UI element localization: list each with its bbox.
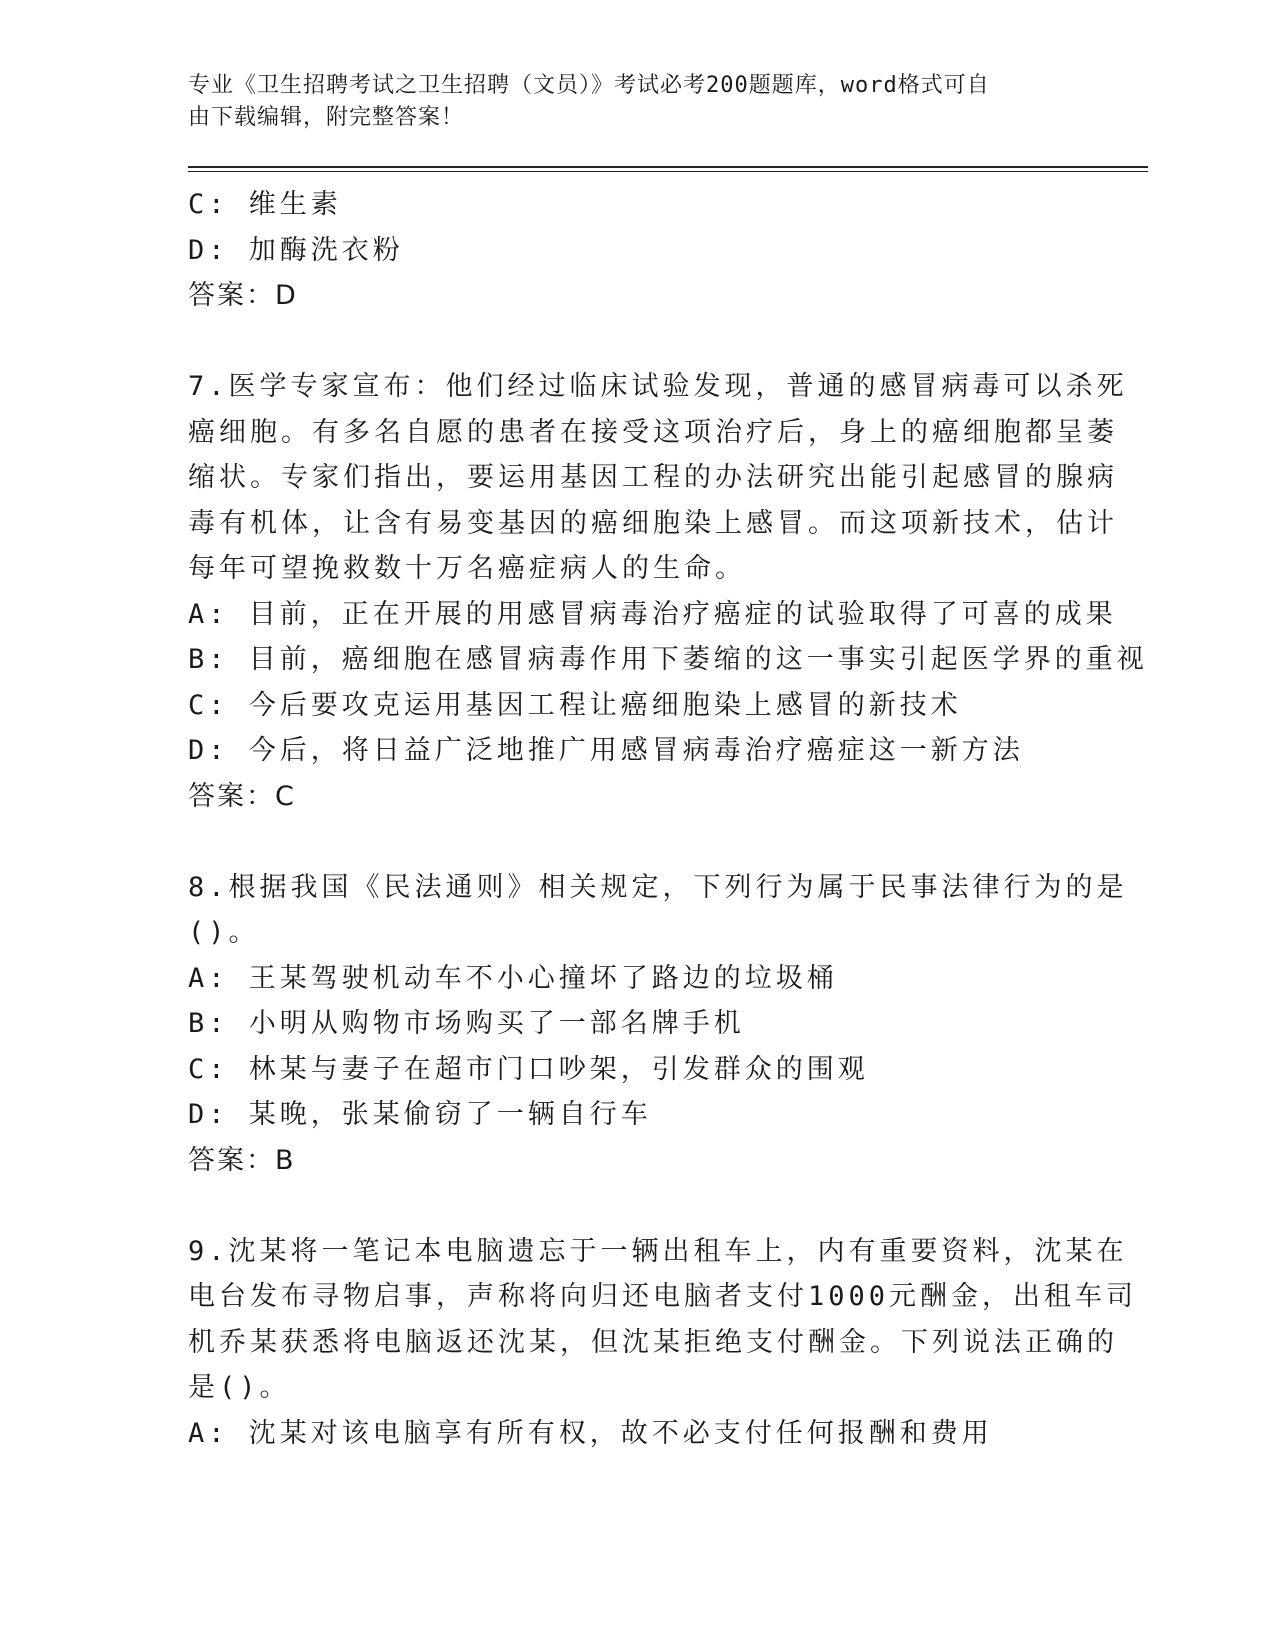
option-a: A: 王某驾驶机动车不小心撞坏了路边的垃圾桶 <box>188 962 838 994</box>
option-d: D: 某晚，张某偷窃了一辆自行车 <box>188 1099 652 1130</box>
option-d: D: 今后，将日益广泛地推广用感冒病毒治疗癌症这一新方法 <box>188 735 1024 766</box>
header-title-line-1: 专业《卫生招聘考试之卫生招聘（文员）》考试必考200题题库，word格式可自 <box>188 73 990 98</box>
question-stem-line: 缩状。专家们指出，要运用基因工程的办法研究出能引起感冒的腺病 <box>188 462 1118 493</box>
answer-line: 答案：B <box>188 1144 296 1176</box>
option-b: B: 目前，癌细胞在感冒病毒作用下萎缩的这一事实引起医学界的重视 <box>188 644 1148 675</box>
header-divider <box>188 166 1148 172</box>
question-9 <box>188 1229 1148 1457</box>
option-a: A: 目前，正在开展的用感冒病毒治疗癌症的试验取得了可喜的成果 <box>188 598 1117 630</box>
question-stem-line: 毒有机体，让含有易变基因的癌细胞染上感冒。而这项新技术，估计 <box>188 507 1118 539</box>
document-body <box>188 182 1148 1456</box>
option-c: C: 维生素 <box>188 189 342 220</box>
question-spacer <box>188 319 1148 365</box>
question-stem-line: 是()。 <box>188 1372 291 1403</box>
answer-line: 答案：D <box>188 280 298 311</box>
question-stem-line: 机乔某获悉将电脑返还沈某，但沈某拒绝支付酬金。下列说法正确的 <box>188 1326 1118 1358</box>
question-stem-line: 9.沈某将一笔记本电脑遗忘于一辆出租车上，内有重要资料，沈某在 <box>188 1235 1128 1267</box>
question-stem-line: 电台发布寻物启事，声称将向归还电脑者支付1000元酬金，出租车司 <box>188 1281 1138 1312</box>
option-c: C: 林某与妻子在超市门口吵架，引发群众的围观 <box>188 1053 869 1085</box>
question-7 <box>188 364 1148 819</box>
question-stem-line: 7.医学专家宣布：他们经过临床试验发现，普通的感冒病毒可以杀死 <box>188 371 1128 402</box>
question-8 <box>188 865 1148 1184</box>
option-d: D: 加酶洗衣粉 <box>188 234 404 266</box>
document-page <box>188 70 1148 1456</box>
question-stem-line: 每年可望挽救数十万名癌症病人的生命。 <box>188 553 746 584</box>
option-b: B: 小明从购物市场购买了一部名牌手机 <box>188 1008 745 1039</box>
question-stem-line: 癌细胞。有多名自愿的患者在接受这项治疗后，身上的癌细胞都呈萎 <box>188 416 1118 448</box>
answer-line: 答案：C <box>188 780 296 812</box>
document-header <box>188 70 1068 134</box>
option-c: C: 今后要攻克运用基因工程让癌细胞染上感冒的新技术 <box>188 689 962 721</box>
question-6-continued <box>188 182 1148 319</box>
question-spacer <box>188 1183 1148 1229</box>
option-a: A: 沈某对该电脑享有所有权，故不必支付任何报酬和费用 <box>188 1417 993 1449</box>
question-stem-line: 8.根据我国《民法通则》相关规定，下列行为属于民事法律行为的是 <box>188 871 1128 903</box>
question-stem-line: ()。 <box>188 917 260 948</box>
header-title-line-2: 由下载编辑，附完整答案！ <box>188 105 465 130</box>
question-spacer <box>188 819 1148 865</box>
